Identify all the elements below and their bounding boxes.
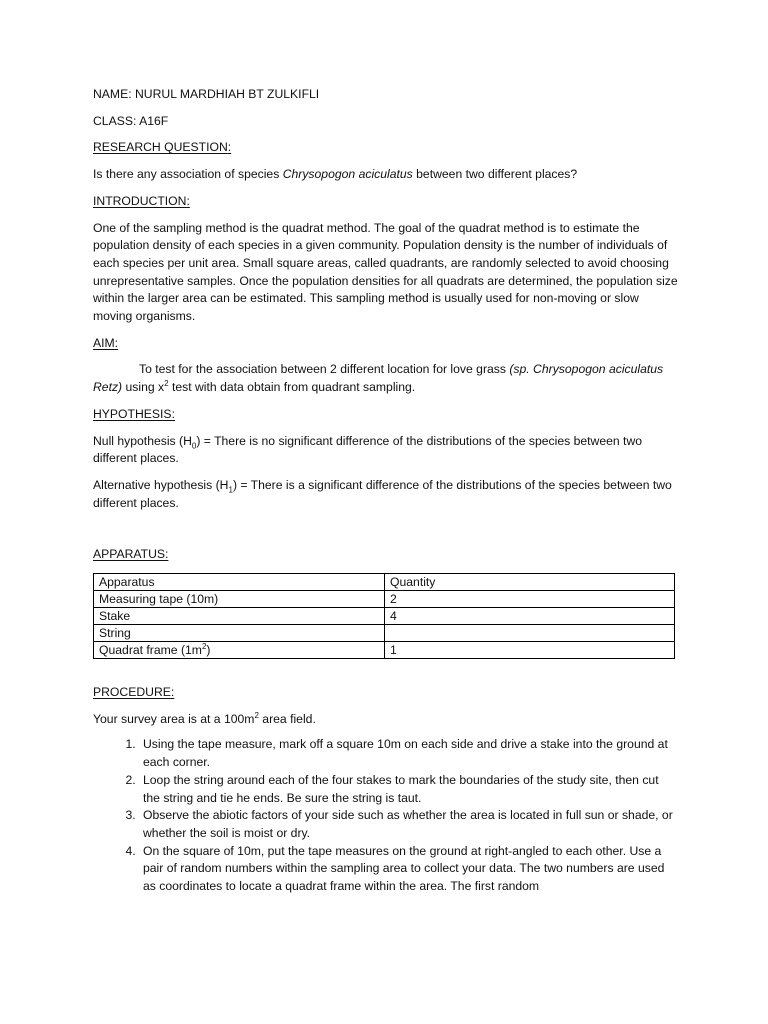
table-cell: Measuring tape (10m) — [94, 591, 385, 608]
document-page — [93, 86, 678, 896]
apparatus-heading: APPARATUS: — [93, 547, 169, 562]
null-hypothesis: Null hypothesis $(H_0)$ = There is no significant difference of the distributions of the species between two different places. — [93, 433, 643, 466]
alternative-hypothesis: Alternative hypothesis $(H_1)$ = There is a significant difference of the distributions of the species between two different places. — [93, 477, 672, 510]
student-name: NAME: NURUL MARDHIAH BT ZULKIFLI — [93, 87, 320, 101]
procedure-heading: PROCEDURE: — [93, 685, 175, 700]
table-cell — [385, 625, 675, 642]
list-item: 1. Using the tape measure, mark off a square 10m on each side and drive a stake into the ground at each corner. — [139, 736, 678, 771]
table-row — [94, 608, 675, 625]
table-cell: Quadrat frame $(1m^2)$ — [94, 642, 385, 659]
research-question-text: Is there any association of species Chrysopogon aciculatus between two different places? — [93, 167, 578, 182]
table-row — [94, 625, 675, 642]
list-item: 2. Loop the string around each of the four stakes to mark the boundaries of the study site, then cut the string and tie he ends. Be sure the string is taut. — [139, 772, 678, 807]
student-class: CLASS: A16F — [93, 113, 169, 128]
procedure-steps — [93, 736, 678, 895]
apparatus-table — [93, 573, 675, 659]
table-row — [94, 642, 675, 659]
table-header-row — [94, 574, 675, 591]
table-row — [94, 591, 675, 608]
list-item: 4. On the square of 10m, put the tape measures on the ground at right-angled to each other. Use a pair of random numbers within the sampling area to collect your data. The two numbers are used as coordinates to locate a quadrat frame within the area. The first random — [139, 843, 678, 896]
table-header-cell: Quantity — [385, 574, 675, 591]
hypothesis-heading: HYPOTHESIS: — [93, 406, 175, 421]
list-item: 3. Observe the abiotic factors of your side such as whether the area is located in full sun or shade, or whether the soil is moist or dry. — [139, 807, 678, 842]
table-cell: String — [94, 625, 385, 642]
table-cell: 2 — [385, 591, 675, 608]
table-cell: Stake — [94, 608, 385, 625]
aim-text: To test for the association between 2 different location for love grass (sp. Chrysopogon aciculatus Retz) using $x^2$ test with data obtain from quadrant sampling. — [93, 362, 664, 395]
introduction-text: One of the sampling method is the quadrat method. The goal of the quadrat method is to estimate the population density of each species in a given community. Population density is the number of individuals of each species per unit area. Small square areas, called quadrants, are randomly selected to avoid choosing unrepresentative samples. Once the population densities for all quadrats are determined, the population size within the larger area can be estimated. This sampling method is usually used for non-moving or slow moving organisms. — [93, 220, 678, 324]
table-cell: 4 — [385, 608, 675, 625]
aim-heading: AIM: — [93, 335, 119, 350]
table-cell: 1 — [385, 642, 675, 659]
section-spacer — [93, 521, 678, 546]
research-question-heading: RESEARCH QUESTION: — [93, 140, 232, 155]
introduction-heading: INTRODUCTION: — [93, 193, 190, 208]
procedure-intro: Your survey area is at a $100m^2$ area field. — [93, 710, 316, 726]
table-header-cell: Apparatus — [94, 574, 385, 591]
